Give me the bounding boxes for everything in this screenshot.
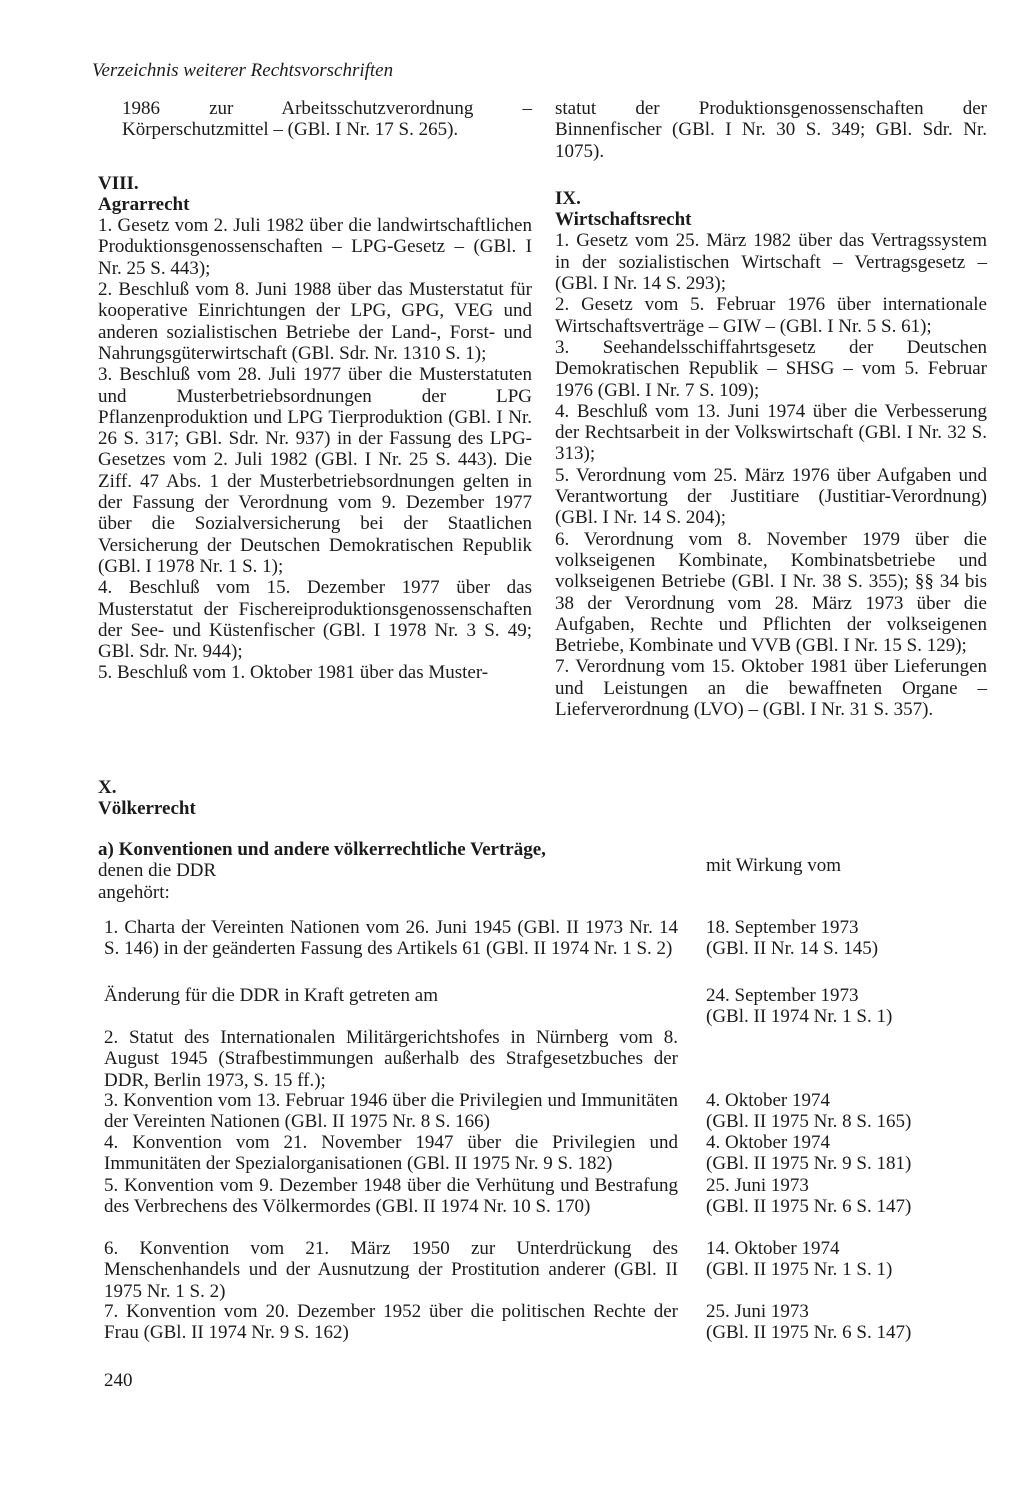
effective-date: 14. Oktober 1974 <box>706 1238 840 1259</box>
treaty-text: 5. Konvention vom 9. Dezember 1948 über die Verhütung und Bestrafung des Verbrechens des Völkermordes (GBl. II 1974 Nr. 10 S. 170) <box>104 1175 678 1218</box>
gazette-reference: (GBl. II 1975 Nr. 6 S. 147) <box>706 1322 912 1344</box>
treaty-text: 2. Statut des Internationalen Militärgerichtshofes in Nürnberg vom 8. August 1945 (Strafbestimmungen außerhalb des Strafgesetzbuches der DDR, Berlin 1973, S. 15 ff.); <box>104 1027 678 1091</box>
right-column <box>555 98 987 720</box>
right-continuation: statut der Produktionsgenossenschaften der Binnenfischer (GBl. I Nr. 30 S. 349; GBl. Sdr. Nr. 1075). <box>555 98 987 162</box>
running-head: Verzeichnis weiterer Rechtsvorschriften <box>92 60 394 81</box>
treaty-text: 4. Konvention vom 21. November 1947 über die Privilegien und Immunitäten der Spezialorganisationen (GBl. II 1975 Nr. 9 S. 182) <box>104 1132 678 1175</box>
effective-date: 18. September 1973 <box>706 917 859 938</box>
treaty-text: 1. Charta der Vereinten Nationen vom 26. Juni 1945 (GBl. II 1973 Nr. 14 S. 146) in der geänderten Fassung des Artikels 61 (GBl. II 1974 Nr. 1 S. 2) <box>104 917 678 960</box>
list-item: 4. Beschluß vom 13. Juni 1974 über die Verbesserung der Rechtsarbeit in der Volkswirtschaft (GBl. I Nr. 32 S. 313); <box>555 400 987 465</box>
treaty-text: 7. Konvention vom 20. Dezember 1952 über die politischen Rechte der Frau (GBl. II 1974 Nr. 9 S. 162) <box>104 1301 678 1344</box>
list-item: 3. Beschluß vom 28. Juli 1977 über die Musterstatuten und Musterbetriebsordnungen der LPG Pflanzenproduktion und LPG Tierproduktion (GBl. I Nr. 26 S. 317; GBl. Sdr. Nr. 937) in der Fassung des LPG-Gesetzes vom 2. Juli 1982 (GBl. I Nr. 25 S. 443). Die Ziff. 47 Abs. 1 der Musterbetriebsordnungen gelten in der Fassung der Verordnung vom 9. Dezember 1977 über die Sozialversicherung bei der Staatlichen Versicherung der Deutschen Demokratischen Republik (GBl. I 1978 Nr. 1 S. 1); <box>98 364 532 577</box>
gazette-reference: (GBl. II 1975 Nr. 1 S. 1) <box>706 1259 893 1281</box>
section-number: VIII. <box>98 172 139 194</box>
treaty-effective-date <box>706 1301 976 1344</box>
subsection-line: angehört: <box>98 881 170 903</box>
treaty-text: 3. Konvention vom 13. Februar 1946 über die Privilegien und Immunitäten der Vereinten Nationen (GBl. II 1975 Nr. 8 S. 166) <box>104 1090 678 1133</box>
list-item: 1. Gesetz vom 25. März 1982 über das Vertragssystem in der sozialistischen Wirtschaft – Vertragsgesetz – (GBl. I Nr. 14 S. 293); <box>555 230 987 295</box>
list-item: 2. Beschluß vom 8. Juni 1988 über das Musterstatut für kooperative Einrichtungen der LPG, GPG, VEG und anderen sozialistischen Betriebe der Land-, Forst- und Nahrungsgüterwirtschaft (GBl. Sdr. Nr. 1310 S. 1); <box>98 279 532 364</box>
section-viii <box>98 173 532 684</box>
section-title: Völkerrecht <box>98 798 196 820</box>
gazette-reference: (GBl. II 1975 Nr. 6 S. 147) <box>706 1196 912 1218</box>
effective-date: 4. Oktober 1974 <box>706 1132 831 1153</box>
gazette-reference: (GBl. II Nr. 14 S. 145) <box>706 938 879 960</box>
treaty-effective-date <box>706 1090 976 1133</box>
section-items <box>98 215 532 684</box>
section-number: IX. <box>555 187 581 209</box>
list-item: 5. Beschluß vom 1. Oktober 1981 über das Muster- <box>98 662 489 684</box>
gazette-reference: (GBl. II 1974 Nr. 1 S. 1) <box>706 1006 893 1028</box>
effective-date: 4. Oktober 1974 <box>706 1090 831 1111</box>
subsection-heading <box>98 839 578 903</box>
list-item: 5. Verordnung vom 25. März 1976 über Aufgaben und Verantwortung der Justitiare (Justitiar-Verordnung) (GBl. I Nr. 14 S. 204); <box>555 464 987 529</box>
gazette-reference: (GBl. II 1975 Nr. 9 S. 181) <box>706 1153 912 1175</box>
left-continuation: 1986 zur Arbeitsschutzverordnung – Körperschutzmittel – (GBl. I Nr. 17 S. 265). <box>122 98 532 141</box>
treaty-text: Änderung für die DDR in Kraft getreten am <box>104 985 438 1006</box>
effective-date: 24. September 1973 <box>706 985 859 1006</box>
list-item: 2. Gesetz vom 5. Februar 1976 über internationale Wirtschaftsverträge – GIW – (GBl. I Nr. 5 S. 61); <box>555 294 987 337</box>
effective-date: 25. Juni 1973 <box>706 1301 809 1322</box>
effective-date: 25. Juni 1973 <box>706 1175 809 1196</box>
section-number: X. <box>98 777 117 798</box>
section-x-heading <box>98 777 928 820</box>
treaty-effective-date <box>706 1175 976 1218</box>
subsection-title: a) Konventionen und andere völkerrechtliche Verträge, <box>98 839 546 860</box>
treaty-text: 6. Konvention vom 21. März 1950 zur Unterdrückung des Menschenhandels und der Ausnutzung der Prostitution anderer (GBl. II 1975 Nr. 1 S. 2) <box>104 1238 678 1302</box>
section-items <box>555 230 987 720</box>
section-title: Agrarrecht <box>98 193 190 215</box>
treaty-effective-date <box>706 1238 976 1281</box>
treaty-effective-date <box>706 917 976 960</box>
treaty-effective-date <box>706 1132 976 1175</box>
subsection-line: denen die DDR <box>98 860 217 882</box>
list-item: 3. Seehandelsschiffahrtsgesetz der Deutschen Demokratischen Republik – SHSG – vom 5. Februar 1976 (GBl. I Nr. 7 S. 109); <box>555 336 987 401</box>
page-number: 240 <box>104 1370 133 1391</box>
section-ix <box>555 188 987 720</box>
treaty-effective-date <box>706 985 976 1028</box>
list-item: 1. Gesetz vom 2. Juli 1982 über die landwirtschaftlichen Produktionsgenossenschaften – LPG-Gesetz – (GBl. I Nr. 25 S. 443); <box>98 215 532 279</box>
list-item: 4. Beschluß vom 15. Dezember 1977 über das Musterstatut der Fischereiproduktionsgenossenschaften der See- und Küstenfischer (GBl. I 1978 Nr. 3 S. 49; GBl. Sdr. Nr. 944); <box>98 577 532 663</box>
list-item: 7. Verordnung vom 15. Oktober 1981 über Lieferungen und Leistungen an die bewaffneten Organe – Lieferverordnung (LVO) – (GBl. I Nr. 31 S. 357). <box>555 656 987 721</box>
section-title: Wirtschaftsrecht <box>555 209 692 231</box>
list-item: 6. Verordnung vom 8. November 1979 über die volkseigenen Kombinate, Kombinatsbetriebe und volkseigenen Betriebe (GBl. I Nr. 38 S. 355); §§ 34 bis 38 der Verordnung vom 28. März 1973 über die Aufgaben, Rechte und Pflichten der volkseigenen Betriebe, Kombinate und VVB (GBl. I Nr. 15 S. 129); <box>555 528 987 657</box>
gazette-reference: (GBl. II 1975 Nr. 8 S. 165) <box>706 1111 912 1133</box>
effective-date-column-header: mit Wirkung vom <box>706 855 842 876</box>
left-column <box>98 98 532 684</box>
